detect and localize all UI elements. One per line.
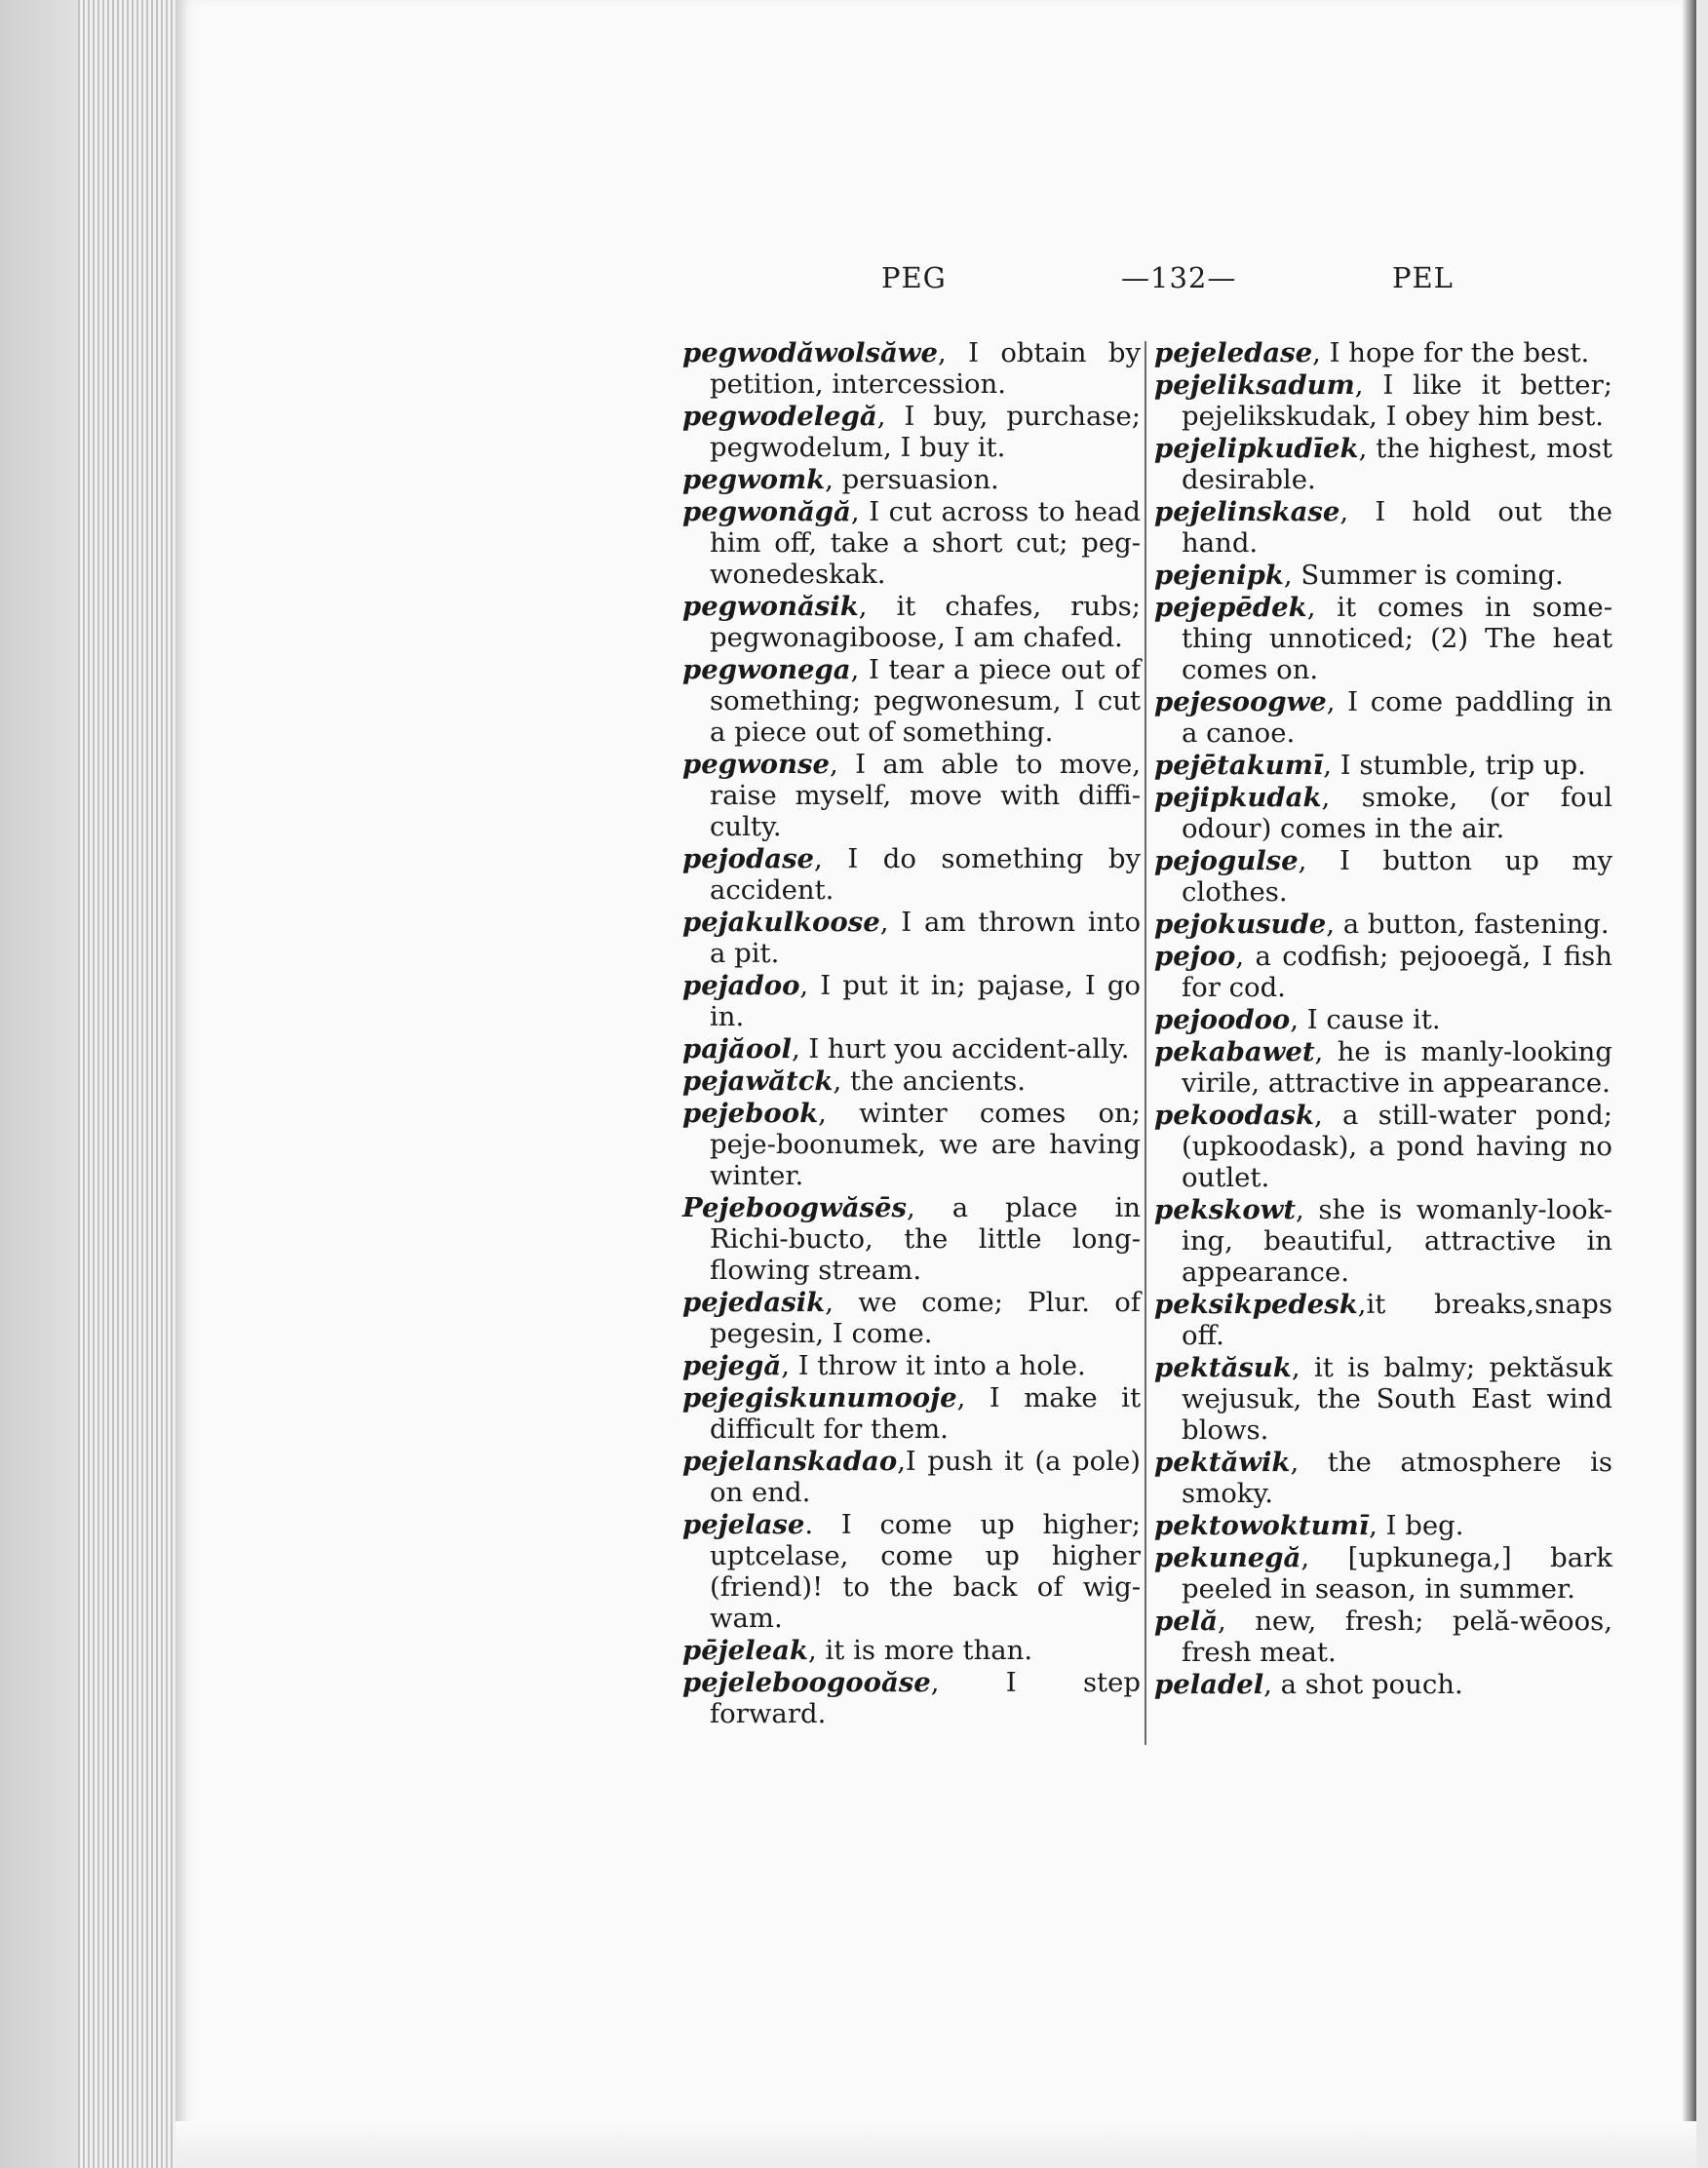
header-right-guideword: PEL [1392, 261, 1454, 294]
dictionary-entry [682, 970, 1141, 1032]
entry-definition: , it comes in some-thing unnoticed; (2) The heat comes on. [1182, 592, 1612, 685]
entry-headword: pegwonega [682, 654, 851, 685]
entry-headword: pejakulkoose [682, 907, 880, 938]
entry-headword: pējeleak [682, 1635, 808, 1666]
entry-definition: , I throw it into a hole. [781, 1350, 1086, 1381]
entry-headword: pajăool [682, 1033, 792, 1065]
entry-headword: pejētakumī [1154, 750, 1324, 781]
dictionary-entry [682, 907, 1141, 969]
entry-definition: , I buy, purchase; pegwodelum, I buy it. [710, 401, 1141, 463]
running-header [0, 261, 1708, 308]
entry-headword: pejogulse [1154, 845, 1299, 876]
page-edges [78, 0, 175, 2168]
entry-headword: pegwonăsik [682, 591, 859, 622]
entry-headword: pekskowt [1154, 1194, 1297, 1225]
dictionary-entry [1154, 909, 1612, 940]
dictionary-entry [682, 1287, 1141, 1349]
entry-definition: , she is womanly-look-ing, beautiful, attractive in appearance. [1182, 1194, 1612, 1288]
dictionary-entry [682, 401, 1141, 463]
dictionary-entry [682, 1065, 1141, 1097]
dictionary-entry [1154, 1100, 1612, 1193]
entry-definition: , I beg. [1369, 1510, 1464, 1541]
entry-headword: pelă [1154, 1606, 1218, 1637]
entry-definition: ,it breaks,snaps off. [1182, 1289, 1612, 1351]
entry-headword: pejebook [682, 1098, 819, 1129]
entry-definition: , the highest, most desirable. [1182, 433, 1612, 495]
entry-definition: , I am able to move, raise myself, move with diffi-culty. [710, 749, 1141, 842]
dictionary-entry [1154, 1510, 1612, 1541]
entry-definition: , I hold out the hand. [1182, 496, 1612, 559]
entry-headword: pegwodăwolsăwe [682, 337, 938, 368]
entry-definition: , I step forward. [710, 1667, 1141, 1729]
dictionary-entry [1154, 433, 1612, 495]
dictionary-entry [682, 591, 1141, 653]
entry-definition: , I cause it. [1290, 1004, 1441, 1035]
entry-headword: pejelanskadao [682, 1446, 898, 1477]
entry-headword: pejawătck [682, 1065, 834, 1097]
dictionary-entry [1154, 560, 1612, 591]
entry-headword: pejenipk [1154, 560, 1284, 591]
entry-definition: , we come; Plur. of pegesin, I come. [710, 1287, 1141, 1349]
page-number: —132— [1121, 261, 1237, 294]
dictionary-entry [682, 1350, 1141, 1381]
dictionary-entry [1154, 496, 1612, 559]
entry-headword: pegwodelegă [682, 401, 877, 432]
dictionary-entry [682, 1192, 1141, 1286]
entry-definition: , I hope for the best. [1312, 337, 1590, 368]
entry-definition: ,I push it (a pole) on end. [710, 1446, 1141, 1508]
entry-definition: , smoke, (or foul odour) comes in the air. [1182, 782, 1612, 844]
entry-definition: , new, fresh; pelă-wēoos, fresh meat. [1182, 1606, 1612, 1668]
dictionary-entry [682, 654, 1141, 748]
entry-headword: pejoodoo [1154, 1004, 1291, 1035]
entry-headword: pektăsuk [1154, 1352, 1292, 1383]
dictionary-entry [1154, 782, 1612, 844]
entry-definition: , I tear a piece out of something; pegwonesum, I cut a piece out of something. [710, 654, 1141, 748]
dictionary-entry [682, 1635, 1141, 1666]
entry-headword: pejesoogwe [1154, 686, 1327, 717]
entry-definition: , a codfish; pejooegă, I fish for cod. [1182, 941, 1612, 1003]
entry-definition: , a still-water pond; (upkoodask), a pond having no outlet. [1182, 1100, 1612, 1193]
entry-headword: pejepēdek [1154, 592, 1307, 623]
entry-definition: , I do something by accident. [710, 843, 1141, 906]
header-left-guideword: PEG [881, 261, 947, 294]
dictionary-entry [682, 1509, 1141, 1634]
entry-definition: , the ancients. [833, 1065, 1026, 1097]
dictionary-entry [682, 1033, 1141, 1065]
dictionary-entry [1154, 592, 1612, 685]
entry-definition: , I make it difficult for them. [710, 1382, 1141, 1445]
entry-headword: pejokusude [1154, 909, 1327, 940]
entry-definition: , I stumble, trip up. [1323, 750, 1586, 781]
dictionary-entry [682, 749, 1141, 842]
dictionary-entry [1154, 1194, 1612, 1288]
entry-definition: , it chafes, rubs; pegwonagiboose, I am chafed. [710, 591, 1141, 653]
dictionary-entry [682, 1446, 1141, 1508]
entry-headword: pejedasik [682, 1287, 826, 1318]
entry-definition: , the atmosphere is smoky. [1182, 1447, 1612, 1509]
entry-definition: . I come up higher; uptcelase, come up higher (friend)! to the back of wig-wam. [710, 1509, 1141, 1634]
entry-definition: , it is more than. [808, 1635, 1033, 1666]
entry-definition: , I obtain by petition, intercession. [710, 337, 1141, 400]
page-bottom-edge [175, 2121, 1696, 2168]
entry-definition: , I cut across to head him off, take a short cut; peg-wonedeskak. [710, 496, 1141, 590]
entry-headword: pegwonăgă [682, 496, 851, 527]
column-divider [1145, 341, 1146, 1745]
entry-headword: pejeliksadum [1154, 369, 1355, 401]
entry-headword: pekunegă [1154, 1542, 1301, 1573]
dictionary-entry [682, 496, 1141, 590]
dictionary-entry [1154, 1606, 1612, 1668]
entry-headword: peladel [1154, 1669, 1264, 1700]
dictionary-entry [1154, 686, 1612, 749]
entry-definition: , Summer is coming. [1283, 560, 1564, 591]
entry-headword: pejelipkudīek [1154, 433, 1359, 464]
dictionary-entry [682, 1382, 1141, 1445]
dictionary-entry [1154, 1669, 1612, 1700]
entry-headword: Pejeboogwăsēs [682, 1192, 907, 1223]
page-gutter [1683, 0, 1696, 2168]
entry-headword: pekabawet [1154, 1036, 1315, 1067]
dictionary-entry [1154, 337, 1612, 368]
dictionary-entry [1154, 1036, 1612, 1099]
entry-headword: pejipkudak [1154, 782, 1322, 813]
entry-headword: pektăwik [1154, 1447, 1291, 1478]
entry-definition: , I put it in; pajase, I go in. [710, 970, 1141, 1032]
entry-definition: , persuasion. [825, 464, 999, 495]
dictionary-entry [682, 843, 1141, 906]
dictionary-entry [1154, 941, 1612, 1003]
entry-headword: pegwomk [682, 464, 826, 495]
dictionary-entry [1154, 1289, 1612, 1351]
entry-definition: , [upkunega,] bark peeled in season, in summer. [1182, 1542, 1612, 1605]
entry-headword: pejeledase [1154, 337, 1313, 368]
entry-definition: , a button, fastening. [1326, 909, 1610, 940]
entry-headword: pejodase [682, 843, 815, 874]
entry-headword: pejoo [1154, 941, 1236, 972]
dictionary-entry [682, 464, 1141, 495]
entry-definition: , I like it better; pejelikskudak, I obey him best. [1182, 369, 1612, 432]
dictionary-entry [1154, 369, 1612, 432]
entry-headword: pejeleboogooăse [682, 1667, 931, 1698]
entry-definition: , he is manly-looking virile, attractive in appearance. [1182, 1036, 1612, 1099]
entry-definition: , a place in Richi-bucto, the little long-flowing stream. [710, 1192, 1141, 1286]
entry-headword: pektowoktumī [1154, 1510, 1370, 1541]
right-column [1154, 337, 1612, 1701]
entry-headword: peksikpedesk [1154, 1289, 1358, 1320]
dictionary-entry [1154, 1542, 1612, 1605]
left-column [682, 337, 1141, 1730]
entry-definition: , a shot pouch. [1263, 1669, 1463, 1700]
entry-definition: , winter comes on; peje-boonumek, we are having winter. [710, 1098, 1141, 1191]
entry-definition: , I come paddling in a canoe. [1182, 686, 1612, 749]
dictionary-entry [1154, 845, 1612, 908]
dictionary-entry [682, 337, 1141, 400]
entry-headword: pejegă [682, 1350, 782, 1381]
dictionary-entry [1154, 1447, 1612, 1509]
dictionary-entry [682, 1667, 1141, 1729]
entry-headword: pejelinskase [1154, 496, 1340, 527]
dictionary-entry [1154, 750, 1612, 781]
dictionary-entry [1154, 1004, 1612, 1035]
entry-headword: pekoodask [1154, 1100, 1315, 1131]
entry-headword: pejelase [682, 1509, 805, 1540]
entry-headword: pegwonse [682, 749, 830, 780]
dictionary-entry [1154, 1352, 1612, 1446]
entry-definition: , it is balmy; pektăsuk wejusuk, the South East wind blows. [1182, 1352, 1612, 1446]
entry-headword: pejadoo [682, 970, 800, 1001]
dictionary-entry [682, 1098, 1141, 1191]
entry-definition: , I hurt you accident-ally. [791, 1033, 1130, 1065]
entry-definition: , I button up my clothes. [1182, 845, 1612, 908]
entry-definition: , I am thrown into a pit. [710, 907, 1141, 969]
entry-headword: pejegiskunumooje [682, 1382, 957, 1413]
